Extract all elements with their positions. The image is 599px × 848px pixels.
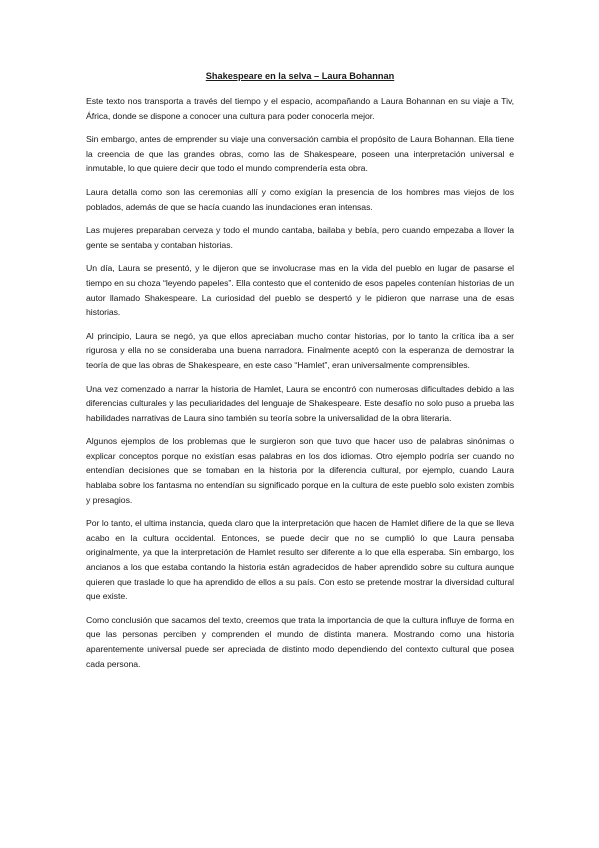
paragraph-4: Las mujeres preparaban cerveza y todo el mundo cantaba, bailaba y bebía, pero cuando empezaba a llover la gente se sentaba y contaban historias. — [86, 225, 514, 250]
paragraph-10: Como conclusión que sacamos del texto, creemos que trata la importancia de que la cultura influye de forma en que las personas perciben y comprenden el mundo de distinta manera. Mostrando como una historia aparentemente universal puede ser apreciada de distinto modo dependiendo del contexto cultural que posea cada persona. — [86, 614, 514, 669]
paragraph-8: Algunos ejemplos de los problemas que le surgieron son que tuvo que hacer uso de palabras sinónimas o explicar conceptos porque no existían esas palabras en los dos idiomas. Otro ejemplo podría ser cuando no entendían decisiones que se tomaban en la historia por la diferencia cultural, por ejemplo, cuando Laura hablaba sobre los fantasma no entendían su significado porque en la cultura de este pueblo solo existen zombis y presagios. — [86, 436, 514, 505]
paragraph-7: Una vez comenzado a narrar la historia de Hamlet, Laura se encontró con numerosas dificultades debido a las diferencias culturales y las peculiaridades del lenguaje de Shakespeare. Este desafío no solo puso a prueba las habilidades narrativas de Laura sino también su teoría sobre la universalidad de la obra literaria. — [86, 383, 514, 423]
paragraph-6: Al principio, Laura se negó, ya que ellos apreciaban mucho contar historias, por lo tanto la crítica iba a ser rigurosa y ella no se consideraba una buena narradora. Finalmente aceptó con la esperanza de demostrar la teoría de que las obras de Shakespeare, en este caso “Hamlet”, eran universalmente comprensibles. — [86, 330, 514, 370]
document-title: Shakespeare en la selva – Laura Bohannan — [205, 71, 395, 81]
paragraph-3: Laura detalla como son las ceremonias allí y como exigían la presencia de los hombres mas viejos de los poblados, además de que se hacía cuando las inundaciones eran intensas. — [86, 186, 514, 212]
paragraph-1: Este texto nos transporta a través del tiempo y el espacio, acompañando a Laura Bohannan en su viaje a Tiv, África, donde se dispone a conocer una cultura para poder conocerla mejor. — [86, 96, 514, 121]
paragraph-2: Sin embargo, antes de emprender su viaje una conversación cambia el propósito de Laura Bohannan. Ella tiene la creencia de que las grandes obras, como las de Shakespeare, poseen una interpretación universal e inmutable, lo que quiere decir que todo el mundo comprendería esta obra. — [86, 134, 514, 174]
paragraph-9: Por lo tanto, el ultima instancia, queda claro que la interpretación que hacen de Hamlet difiere de la que se lleva acabo en la cultura occidental. Entonces, se puede decir que no se cumplió lo que Laura pensaba originalmente, ya que la interpretación de Hamlet resulto ser diferente a lo que ella esperaba. Sin embargo, los ancianos a los que estaba contando la historia están agradecidos de haber aprendido sobre su cultura aunque quieren que traslade lo que ha aprendido de ellos a su país. Con esto se pretende mostrar la diversidad cultural que existe. — [86, 518, 514, 602]
document-body — [86, 70, 514, 680]
paragraph-5: Un día, Laura se presentó, y le dijeron que se involucrase mas en la vida del pueblo en lugar de pasarse el tiempo en su choza “leyendo papeles”. Ella contesto que el contenido de esos papeles contenían historias de un autor llamado Shakespeare. La curiosidad del pueblo se despertó y le pidieron que narrase una de esas historias. — [86, 263, 514, 318]
